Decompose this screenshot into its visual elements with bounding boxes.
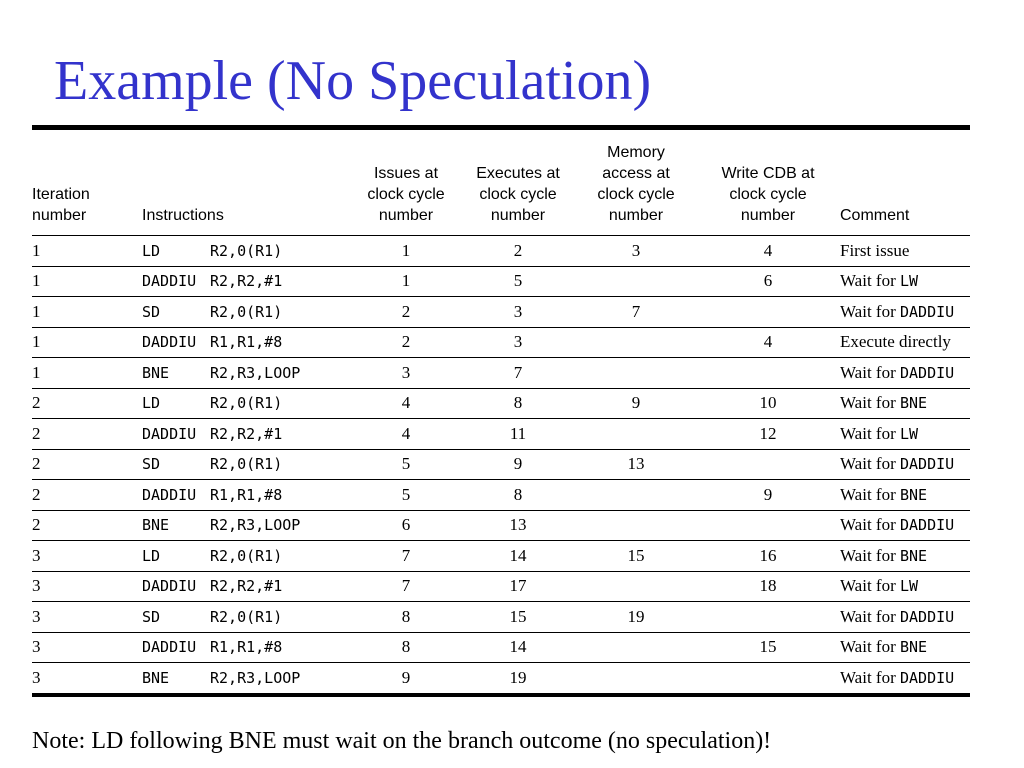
comment-cell xyxy=(838,297,970,328)
issue-cycle-cell: 5 xyxy=(350,449,462,480)
header-executes: Executes at clock cycle number xyxy=(462,128,574,236)
execute-cycle-cell: 5 xyxy=(462,266,574,297)
table-row xyxy=(32,541,970,572)
operands: R2,0(R1) xyxy=(210,302,283,321)
opcode: DADDIU xyxy=(142,638,197,657)
comment-text: Wait for xyxy=(840,545,900,565)
issue-cycle-cell: 4 xyxy=(350,388,462,419)
iteration-cell: 1 xyxy=(32,358,140,389)
iteration-cell: 1 xyxy=(32,297,140,328)
operands: R2,R2,#1 xyxy=(210,577,283,596)
comment-cell xyxy=(838,266,970,297)
issue-cycle-cell: 1 xyxy=(350,266,462,297)
execute-cycle-cell: 2 xyxy=(462,236,574,267)
header-memory-access: Memory access at clock cycle number xyxy=(574,128,698,236)
memory-cycle-cell xyxy=(574,419,698,450)
memory-cycle-cell xyxy=(574,571,698,602)
comment-cell xyxy=(838,480,970,511)
memory-cycle-cell xyxy=(574,480,698,511)
table-row xyxy=(32,388,970,419)
footnote: Note: LD following BNE must wait on the branch outcome (no speculation)! xyxy=(32,728,772,754)
opcode: DADDIU xyxy=(142,424,197,443)
memory-cycle-cell xyxy=(574,663,698,695)
opcode: SD xyxy=(142,302,161,321)
comment-code: DADDIU xyxy=(900,516,955,535)
opcode: LD xyxy=(142,546,161,565)
comment-cell xyxy=(838,663,970,695)
write-cdb-cycle-cell: 15 xyxy=(698,632,838,663)
instruction-cell xyxy=(140,236,350,267)
memory-cycle-cell xyxy=(574,632,698,663)
issue-cycle-cell: 2 xyxy=(350,327,462,358)
iteration-cell: 1 xyxy=(32,327,140,358)
comment-cell xyxy=(838,541,970,572)
iteration-cell: 1 xyxy=(32,236,140,267)
issue-cycle-cell: 5 xyxy=(350,480,462,511)
iteration-cell: 3 xyxy=(32,632,140,663)
comment-code: DADDIU xyxy=(900,363,955,382)
comment-text: Wait for xyxy=(840,667,900,687)
issue-cycle-cell: 7 xyxy=(350,541,462,572)
header-iteration: Iteration number xyxy=(32,128,140,236)
iteration-cell: 3 xyxy=(32,602,140,633)
issue-cycle-cell: 7 xyxy=(350,571,462,602)
instruction-cell xyxy=(140,358,350,389)
comment-code: DADDIU xyxy=(900,668,955,687)
comment-code: BNE xyxy=(900,394,928,413)
opcode: DADDIU xyxy=(142,485,197,504)
slide-title: Example (No Speculation) xyxy=(54,50,652,112)
comment-text: Execute directly xyxy=(840,332,951,352)
header-issues: Issues at clock cycle number xyxy=(350,128,462,236)
operands: R2,0(R1) xyxy=(210,241,283,260)
table-row xyxy=(32,602,970,633)
execute-cycle-cell: 3 xyxy=(462,297,574,328)
instruction-cell xyxy=(140,541,350,572)
opcode: DADDIU xyxy=(142,333,197,352)
opcode: BNE xyxy=(142,363,170,382)
opcode: SD xyxy=(142,455,161,474)
comment-text: Wait for xyxy=(840,515,900,535)
table-row xyxy=(32,571,970,602)
memory-cycle-cell xyxy=(574,327,698,358)
table-row xyxy=(32,266,970,297)
execute-cycle-cell: 19 xyxy=(509,667,527,687)
iteration-cell: 3 xyxy=(32,571,140,602)
comment-cell xyxy=(838,419,970,450)
comment-text: Wait for xyxy=(840,393,900,413)
comment-text: Wait for xyxy=(840,484,900,504)
issue-cycle-cell: 9 xyxy=(401,667,411,687)
execute-cycle-cell: 13 xyxy=(462,510,574,541)
write-cdb-cycle-cell: 12 xyxy=(698,419,838,450)
memory-cycle-cell: 19 xyxy=(574,602,698,633)
write-cdb-cycle-cell: 18 xyxy=(698,571,838,602)
schedule-table xyxy=(32,125,970,697)
issue-cycle-cell: 8 xyxy=(350,632,462,663)
schedule-table-container xyxy=(32,125,970,697)
table-row xyxy=(32,358,970,389)
execute-cycle-cell: 3 xyxy=(462,327,574,358)
iteration-cell: 3 xyxy=(32,667,41,687)
iteration-cell: 1 xyxy=(32,266,140,297)
comment-text: Wait for xyxy=(840,606,900,626)
instruction-cell xyxy=(140,449,350,480)
issue-cycle-cell: 6 xyxy=(350,510,462,541)
comment-code: LW xyxy=(900,424,919,443)
operands: R2,0(R1) xyxy=(210,607,283,626)
memory-cycle-cell xyxy=(574,510,698,541)
write-cdb-cycle-cell: 4 xyxy=(698,327,838,358)
memory-cycle-cell: 9 xyxy=(574,388,698,419)
memory-cycle-cell xyxy=(574,266,698,297)
execute-cycle-cell: 9 xyxy=(462,449,574,480)
operands: R2,0(R1) xyxy=(210,546,283,565)
comment-cell xyxy=(838,388,970,419)
memory-cycle-cell: 3 xyxy=(574,236,698,267)
table-row xyxy=(32,236,970,267)
opcode: LD xyxy=(142,394,161,413)
iteration-cell: 2 xyxy=(32,419,140,450)
comment-code: BNE xyxy=(900,638,928,657)
write-cdb-cycle-cell: 16 xyxy=(698,541,838,572)
table-header-row xyxy=(32,128,970,236)
comment-code: DADDIU xyxy=(900,455,955,474)
comment-text: Wait for xyxy=(840,301,900,321)
execute-cycle-cell: 8 xyxy=(462,388,574,419)
comment-code: DADDIU xyxy=(900,607,955,626)
iteration-cell: 3 xyxy=(32,541,140,572)
instruction-cell xyxy=(140,419,350,450)
comment-code: LW xyxy=(900,577,919,596)
operands: R1,R1,#8 xyxy=(210,485,283,504)
write-cdb-cycle-cell xyxy=(698,358,838,389)
opcode: DADDIU xyxy=(142,577,197,596)
table-row xyxy=(32,663,970,695)
write-cdb-cycle-cell: 10 xyxy=(698,388,838,419)
iteration-cell: 2 xyxy=(32,388,140,419)
execute-cycle-cell: 14 xyxy=(462,632,574,663)
issue-cycle-cell: 2 xyxy=(350,297,462,328)
comment-code: BNE xyxy=(900,546,928,565)
execute-cycle-cell: 7 xyxy=(462,358,574,389)
write-cdb-cycle-cell xyxy=(698,449,838,480)
iteration-cell: 2 xyxy=(32,480,140,511)
instruction-cell xyxy=(140,632,350,663)
table-body xyxy=(32,236,970,695)
write-cdb-cycle-cell xyxy=(698,602,838,633)
opcode: BNE xyxy=(142,668,170,687)
memory-cycle-cell: 7 xyxy=(574,297,698,328)
operands: R1,R1,#8 xyxy=(210,638,283,657)
operands: R2,R2,#1 xyxy=(210,272,283,291)
opcode: BNE xyxy=(142,516,170,535)
comment-text: Wait for xyxy=(840,362,900,382)
comment-code: BNE xyxy=(900,485,928,504)
comment-cell xyxy=(838,449,970,480)
execute-cycle-cell: 11 xyxy=(462,419,574,450)
comment-text: First issue xyxy=(840,240,910,260)
header-instructions: Instructions xyxy=(140,128,350,236)
opcode: SD xyxy=(142,607,161,626)
issue-cycle-cell: 4 xyxy=(350,419,462,450)
comment-code: LW xyxy=(900,272,919,291)
table-row xyxy=(32,632,970,663)
instruction-cell xyxy=(140,480,350,511)
instruction-cell xyxy=(140,602,350,633)
memory-cycle-cell xyxy=(574,358,698,389)
comment-cell xyxy=(838,510,970,541)
operands: R2,R3,LOOP xyxy=(210,363,301,382)
comment-cell xyxy=(838,571,970,602)
iteration-cell: 2 xyxy=(32,449,140,480)
memory-cycle-cell: 13 xyxy=(574,449,698,480)
table-row xyxy=(32,327,970,358)
write-cdb-cycle-cell xyxy=(698,510,838,541)
write-cdb-cycle-cell: 9 xyxy=(698,480,838,511)
issue-cycle-cell: 1 xyxy=(350,236,462,267)
header-comment: Comment xyxy=(838,128,970,236)
operands: R2,0(R1) xyxy=(210,455,283,474)
comment-code: DADDIU xyxy=(900,302,955,321)
write-cdb-cycle-cell: 6 xyxy=(698,266,838,297)
instruction-cell xyxy=(140,510,350,541)
instruction-cell xyxy=(140,388,350,419)
instruction-cell xyxy=(140,266,350,297)
operands: R2,0(R1) xyxy=(210,394,283,413)
comment-text: Wait for xyxy=(840,423,900,443)
issue-cycle-cell: 3 xyxy=(350,358,462,389)
table-row xyxy=(32,419,970,450)
instruction-cell xyxy=(140,571,350,602)
comment-text: Wait for xyxy=(840,271,900,291)
issue-cycle-cell: 8 xyxy=(350,602,462,633)
execute-cycle-cell: 17 xyxy=(462,571,574,602)
comment-text: Wait for xyxy=(840,454,900,474)
write-cdb-cycle-cell xyxy=(698,297,838,328)
write-cdb-cycle-cell: 4 xyxy=(698,236,838,267)
comment-cell xyxy=(838,602,970,633)
comment-cell xyxy=(838,236,970,267)
table-row xyxy=(32,297,970,328)
operands: R2,R2,#1 xyxy=(210,424,283,443)
write-cdb-cycle-cell xyxy=(698,663,838,695)
iteration-cell: 2 xyxy=(32,510,140,541)
execute-cycle-cell: 14 xyxy=(462,541,574,572)
memory-cycle-cell: 15 xyxy=(574,541,698,572)
execute-cycle-cell: 15 xyxy=(462,602,574,633)
table-row xyxy=(32,510,970,541)
comment-cell xyxy=(838,327,970,358)
instruction-cell xyxy=(140,297,350,328)
comment-text: Wait for xyxy=(840,576,900,596)
opcode: LD xyxy=(142,241,161,260)
instruction-cell xyxy=(140,327,350,358)
table-row xyxy=(32,449,970,480)
comment-cell xyxy=(838,632,970,663)
operands: R2,R3,LOOP xyxy=(210,516,301,535)
execute-cycle-cell: 8 xyxy=(462,480,574,511)
operands: R2,R3,LOOP xyxy=(210,668,301,687)
instruction-cell xyxy=(140,663,350,695)
table-row xyxy=(32,480,970,511)
comment-cell xyxy=(838,358,970,389)
opcode: DADDIU xyxy=(142,272,197,291)
comment-text: Wait for xyxy=(840,637,900,657)
header-write-cdb: Write CDB at clock cycle number xyxy=(698,128,838,236)
operands: R1,R1,#8 xyxy=(210,333,283,352)
